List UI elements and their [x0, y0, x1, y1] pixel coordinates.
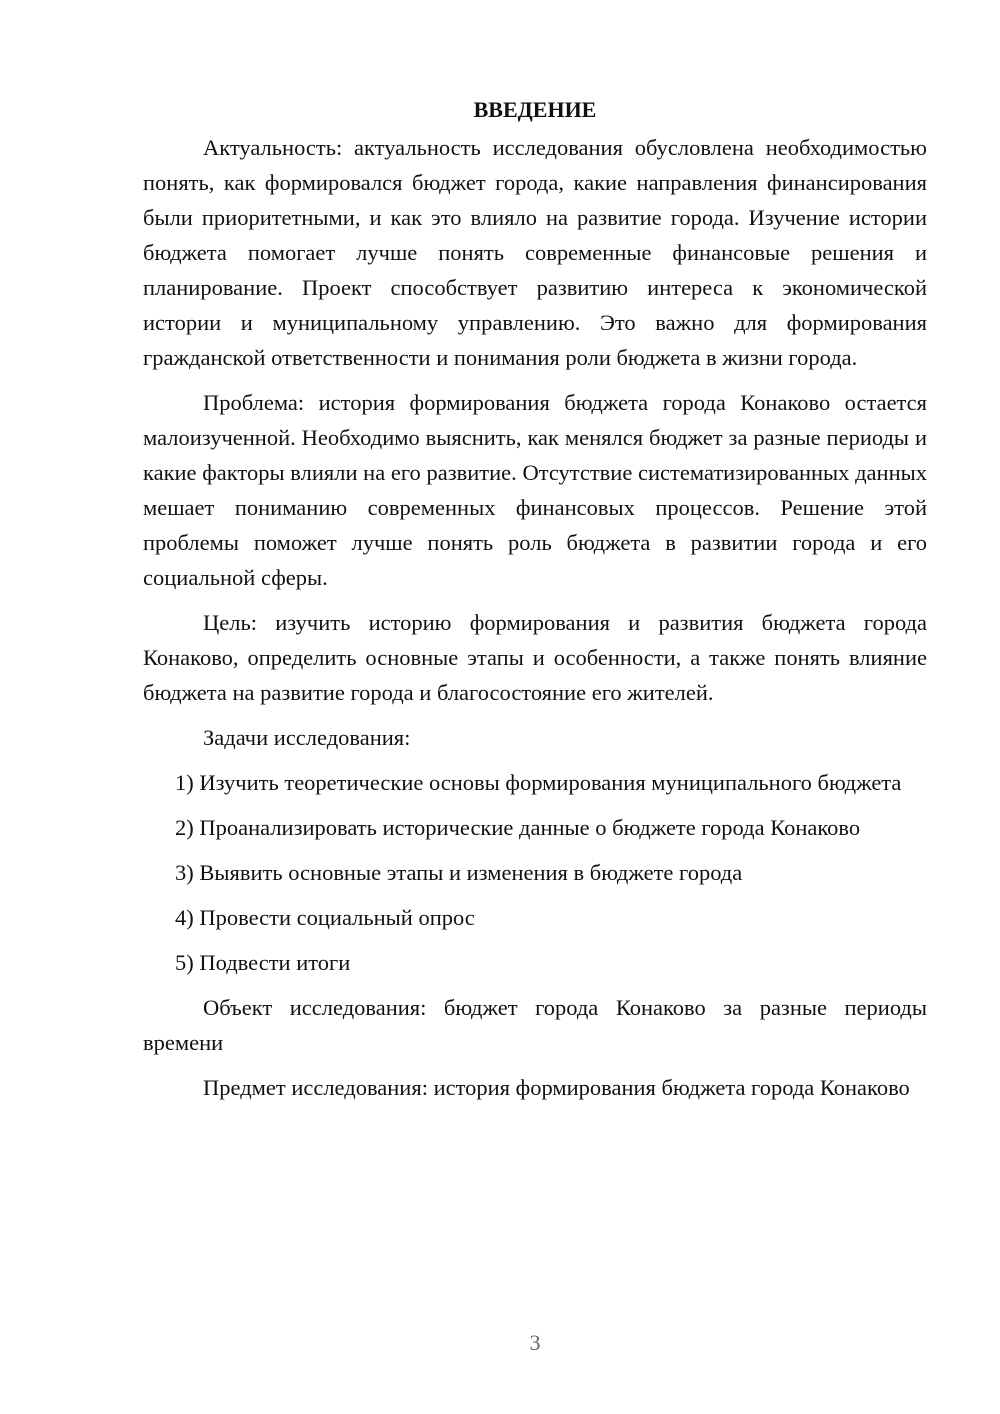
object-paragraph: Объект исследования: бюджет города Конаково за разные периоды времени: [143, 995, 927, 1055]
task-item: 1) Изучить теоретические основы формирования муниципального бюджета: [175, 770, 902, 795]
tasks-heading: Задачи исследования:: [203, 725, 411, 750]
task-item: 3) Выявить основные этапы и изменения в бюджете города: [175, 860, 743, 885]
document-body: [143, 92, 927, 1115]
task-item: 2) Проанализировать исторические данные о бюджете города Конаково: [175, 815, 861, 840]
section-heading: ВВЕДЕНИЕ: [473, 97, 597, 122]
task-item: 4) Провести социальный опрос: [175, 905, 475, 930]
problem-paragraph: Проблема: история формирования бюджета города Конаково остается малоизученной. Необходимо выяснить, как менялся бюджет за разные периоды и какие факторы влияли на его развитие. Отсутствие систематизированных данных мешает пониманию современных финансовых процессов. Решение этой проблемы поможет лучше понять роль бюджета в развитии города и его социальной сферы.: [143, 390, 927, 590]
tasks-list: [143, 765, 927, 980]
page-number: 3: [529, 1330, 541, 1355]
goal-paragraph: Цель: изучить историю формирования и развития бюджета города Конаково, определить основные этапы и особенности, а также понять влияние бюджета на развитие города и благосостояние его жителей.: [143, 610, 927, 705]
subject-paragraph: Предмет исследования: история формирования бюджета города Конаково: [203, 1075, 910, 1100]
task-item: 5) Подвести итоги: [175, 950, 351, 975]
relevance-paragraph: Актуальность: актуальность исследования обусловлена необходимостью понять, как формировался бюджет города, какие направления финансирования были приоритетными, и как это влияло на развитие города. Изучение истории бюджета помогает лучше понять современные финансовые решения и планирование. Проект способствует развитию интереса к экономической истории и муниципальному управлению. Это важно для формирования гражданской ответственности и понимания роли бюджета в жизни города.: [143, 135, 927, 370]
